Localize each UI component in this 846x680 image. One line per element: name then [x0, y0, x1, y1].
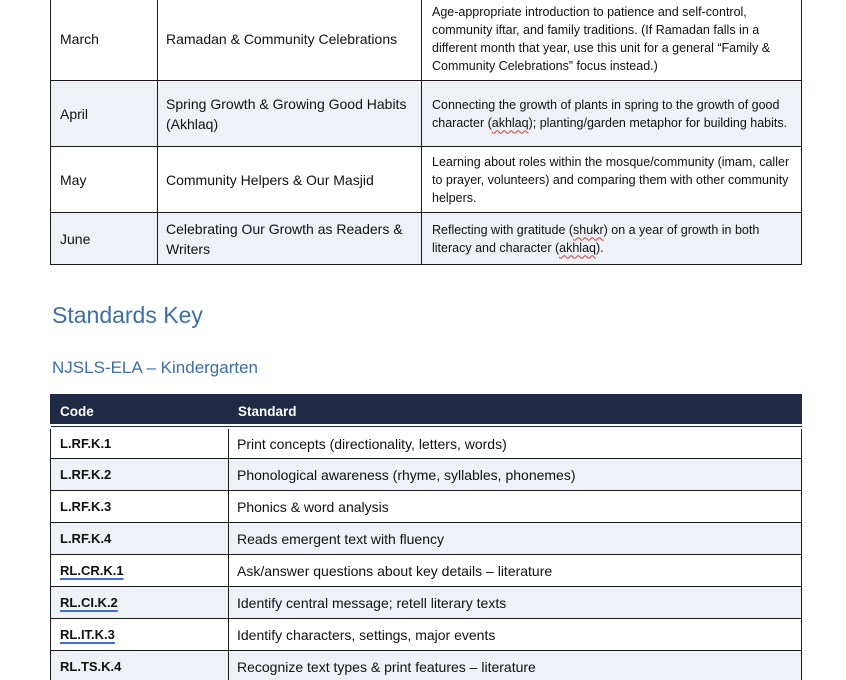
unit-description [422, 81, 802, 147]
standard-column-header: Standard [229, 395, 802, 427]
spellcheck-flagged-word: akhlaq [559, 240, 596, 255]
description-text: Learning about roles within the mosque/community (imam, caller to prayer, volunteers) and comparing them with other community helpers. [432, 154, 790, 205]
standard-row [51, 555, 802, 587]
unit-month: March [51, 0, 158, 81]
standard-row [51, 523, 802, 555]
standard-code-text: L.RF.K.1 [60, 436, 112, 451]
standard-code-text: RL.CI.K.2 [60, 595, 118, 610]
description-text: ); planting/garden metaphor for building habits. [528, 115, 788, 130]
standard-code-text: L.RF.K.4 [60, 531, 112, 546]
standard-description: Phonological awareness (rhyme, syllables, phonemes) [229, 459, 802, 491]
njsls-ela-heading: NJSLS-ELA – Kindergarten [52, 358, 259, 377]
unit-month: June [51, 213, 158, 265]
standard-code-text: L.RF.K.2 [60, 467, 112, 482]
unit-title: Ramadan & Community Celebrations [158, 0, 422, 81]
standard-code [51, 555, 229, 587]
standard-code [51, 427, 229, 459]
unit-title: Spring Growth & Growing Good Habits (Akhlaq) [158, 81, 422, 147]
unit-description [422, 0, 802, 81]
description-text: Age-appropriate introduction to patience and self-control, community iftar, and family traditions. (If Ramadan falls in a different month that year, use this unit for a general “Family & Community Celebrations” focus instead.) [432, 4, 771, 73]
unit-month: April [51, 81, 158, 147]
standard-code-text: RL.TS.K.4 [60, 659, 122, 674]
unit-title: Celebrating Our Growth as Readers & Writers [158, 213, 422, 265]
standard-code-text: RL.CR.K.1 [60, 563, 124, 578]
standard-code-text: L.RF.K.3 [60, 499, 112, 514]
standard-row [51, 459, 802, 491]
unit-month: May [51, 147, 158, 213]
unit-row [51, 147, 802, 213]
description-text: Connecting the growth of plants in spring to the growth of good character ( [432, 97, 780, 130]
standards-table-header [51, 395, 802, 427]
standard-row [51, 427, 802, 459]
standard-row [51, 587, 802, 619]
spellcheck-flagged-word: shukr [573, 222, 604, 237]
standard-row [51, 491, 802, 523]
description-text: ). [595, 240, 604, 255]
standard-description: Identify central message; retell literary texts [229, 587, 802, 619]
standard-description: Identify characters, settings, major events [229, 619, 802, 651]
code-column-header: Code [51, 395, 229, 427]
standard-code-text: RL.IT.K.3 [60, 627, 115, 642]
standard-code [51, 523, 229, 555]
standards-key-heading: Standards Key [52, 302, 203, 328]
description-text: ) on a year of growth in both literacy and character ( [432, 222, 760, 255]
standard-description: Reads emergent text with fluency [229, 523, 802, 555]
unit-description [422, 213, 802, 265]
standard-row [51, 619, 802, 651]
unit-row [51, 81, 802, 147]
standard-row [51, 651, 802, 680]
standard-code [51, 651, 229, 680]
standard-description: Phonics & word analysis [229, 491, 802, 523]
unit-title: Community Helpers & Our Masjid [158, 147, 422, 213]
standard-description: Print concepts (directionality, letters, words) [229, 427, 802, 459]
standard-code [51, 587, 229, 619]
standard-description: Ask/answer questions about key details – literature [229, 555, 802, 587]
unit-row [51, 0, 802, 81]
units-table [50, 0, 802, 265]
standards-table [50, 394, 802, 680]
spellcheck-flagged-word: akhlaq [491, 115, 529, 130]
unit-row [51, 213, 802, 265]
description-text: Reflecting with gratitude ( [432, 222, 574, 237]
unit-description [422, 147, 802, 213]
standard-description: Recognize text types & print features – literature [229, 651, 802, 680]
standard-code [51, 459, 229, 491]
standard-code [51, 491, 229, 523]
standard-code [51, 619, 229, 651]
